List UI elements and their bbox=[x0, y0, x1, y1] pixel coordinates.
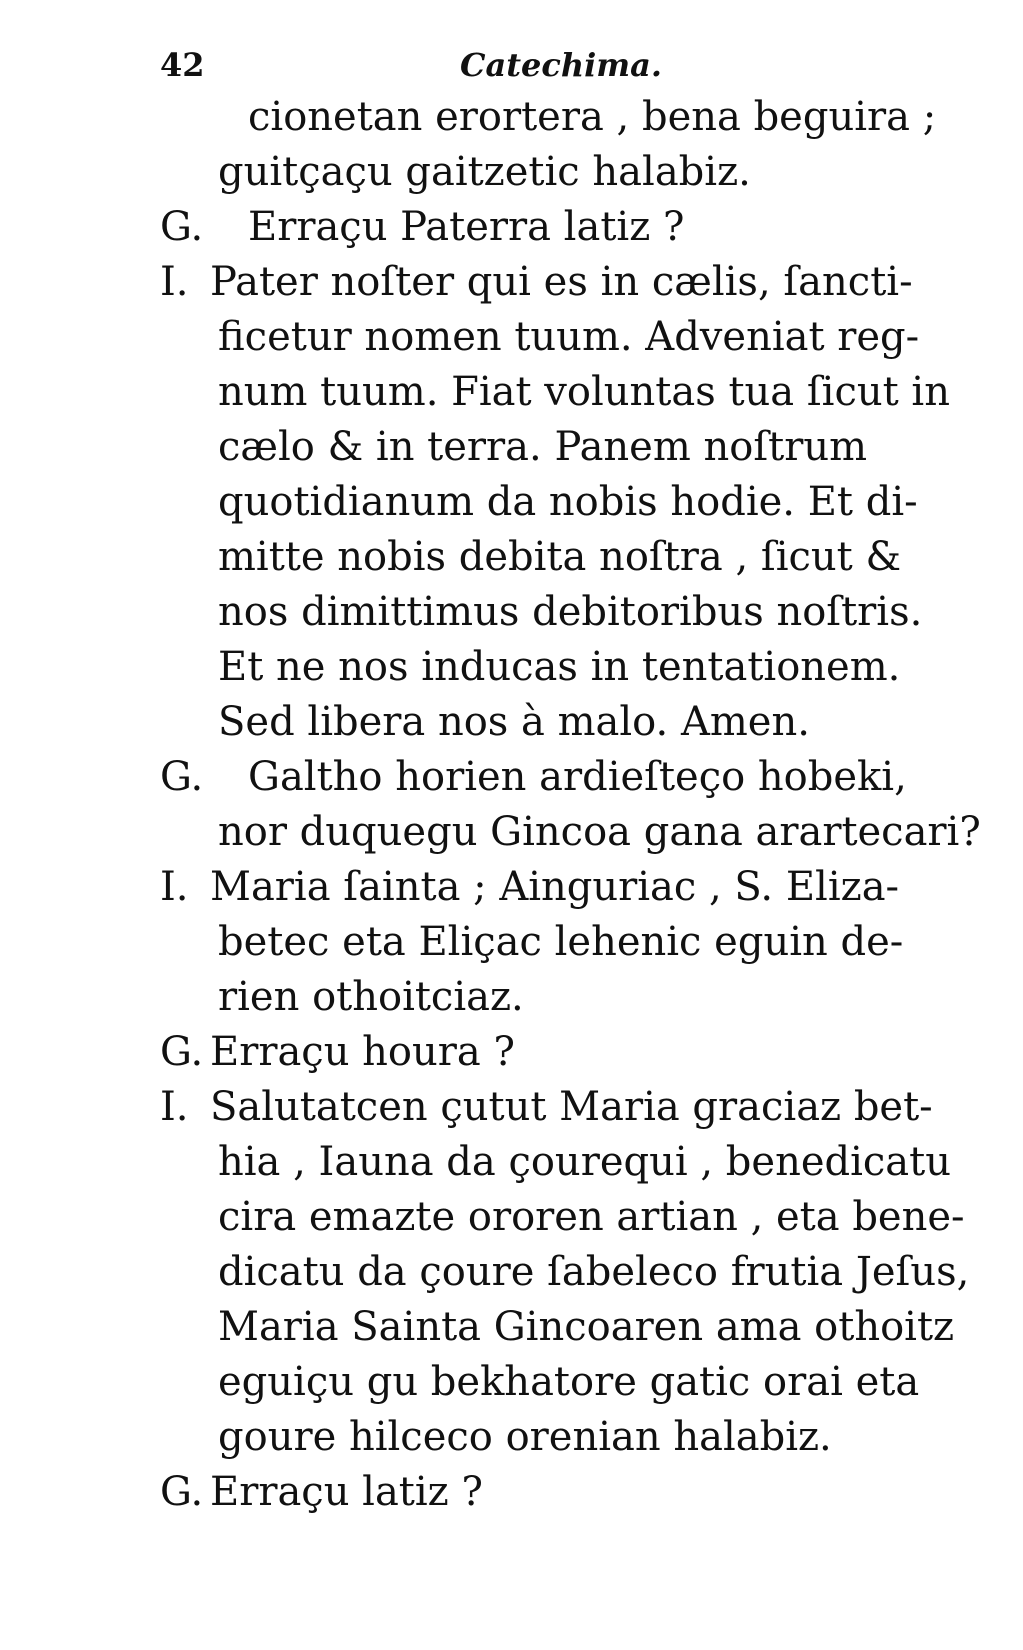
speaker-label: I. bbox=[160, 259, 189, 305]
text-line bbox=[160, 475, 940, 530]
line-text: Et ne nos inducas in tentationem. bbox=[218, 644, 901, 690]
text-line bbox=[160, 1135, 951, 1190]
question-line bbox=[160, 200, 940, 255]
catechism-text bbox=[160, 90, 981, 1520]
speaker-label: I. bbox=[160, 1084, 189, 1130]
line-text: num tuum. Fiat voluntas tua ſicut in bbox=[218, 369, 950, 415]
question-line bbox=[160, 750, 940, 805]
speaker-label: I. bbox=[160, 864, 189, 910]
line-text: quotidianum da nobis hodie. Et di- bbox=[218, 479, 918, 525]
text-line bbox=[160, 1300, 955, 1355]
text-line bbox=[160, 1245, 970, 1300]
answer-line bbox=[160, 1080, 940, 1135]
line-text: eguiçu gu bekhatore gatic orai eta bbox=[218, 1359, 920, 1405]
text-line bbox=[160, 310, 940, 365]
line-text: Erraçu houra ? bbox=[210, 1029, 515, 1075]
text-line bbox=[160, 90, 940, 145]
line-text: cionetan erortera , bena beguira ; bbox=[248, 94, 937, 140]
text-line bbox=[160, 805, 981, 860]
line-text: ficetur nomen tuum. Adveniat reg- bbox=[218, 314, 920, 360]
line-text: Galtho horien ardieſteço hobeki, bbox=[248, 754, 907, 800]
page-number: 42 bbox=[160, 46, 205, 84]
line-text: rien othoitciaz. bbox=[218, 974, 524, 1020]
text-line bbox=[160, 915, 940, 970]
line-text: mitte nobis debita noſtra , ſicut & bbox=[218, 534, 902, 580]
text-line bbox=[160, 585, 940, 640]
text-line bbox=[160, 365, 950, 420]
line-text: Erraçu latiz ? bbox=[210, 1469, 483, 1515]
speaker-label: G. bbox=[160, 204, 204, 250]
answer-line bbox=[160, 860, 940, 915]
text-line bbox=[160, 970, 940, 1025]
line-text: cælo & in terra. Panem noſtrum bbox=[218, 424, 868, 470]
text-line bbox=[160, 530, 940, 585]
text-line bbox=[160, 145, 940, 200]
question-line bbox=[160, 1465, 940, 1520]
line-text: hia , Iauna da çourequi , benedicatu bbox=[218, 1139, 951, 1185]
line-text: Maria Sainta Gincoaren ama othoitz bbox=[218, 1304, 955, 1350]
text-line bbox=[160, 640, 940, 695]
line-text: Salutatcen çutut Maria graciaz bet- bbox=[210, 1084, 933, 1130]
line-text: Pater noſter qui es in cælis, ſancti- bbox=[210, 259, 913, 305]
line-text: Sed libera nos à malo. Amen. bbox=[218, 699, 810, 745]
line-text: cira emazte ororen artian , eta bene- bbox=[218, 1194, 965, 1240]
text-line bbox=[160, 420, 940, 475]
text-line bbox=[160, 1410, 940, 1465]
line-text: Maria ſainta ; Ainguriac , S. Eliza- bbox=[210, 864, 900, 910]
line-text: betec eta Eliçac lehenic eguin de- bbox=[218, 919, 904, 965]
speaker-label: G. bbox=[160, 1029, 204, 1075]
speaker-label: G. bbox=[160, 1469, 204, 1515]
text-line bbox=[160, 1190, 965, 1245]
line-text: goure hilceco orenian halabiz. bbox=[218, 1414, 832, 1460]
text-line bbox=[160, 1355, 940, 1410]
line-text: guitçaçu gaitzetic halabiz. bbox=[218, 149, 751, 195]
speaker-label: G. bbox=[160, 754, 204, 800]
line-text: Erraçu Paterra latiz ? bbox=[248, 204, 685, 250]
answer-line bbox=[160, 255, 940, 310]
running-head: Catechima. bbox=[460, 46, 662, 84]
question-line bbox=[160, 1025, 940, 1080]
text-line bbox=[160, 695, 940, 750]
page-header bbox=[160, 46, 920, 96]
line-text: nor duquegu Gincoa gana arartecari? bbox=[218, 809, 981, 855]
line-text: dicatu da çoure ſabeleco frutia Jeſus, bbox=[218, 1249, 970, 1295]
line-text: nos dimittimus debitoribus noſtris. bbox=[218, 589, 923, 635]
